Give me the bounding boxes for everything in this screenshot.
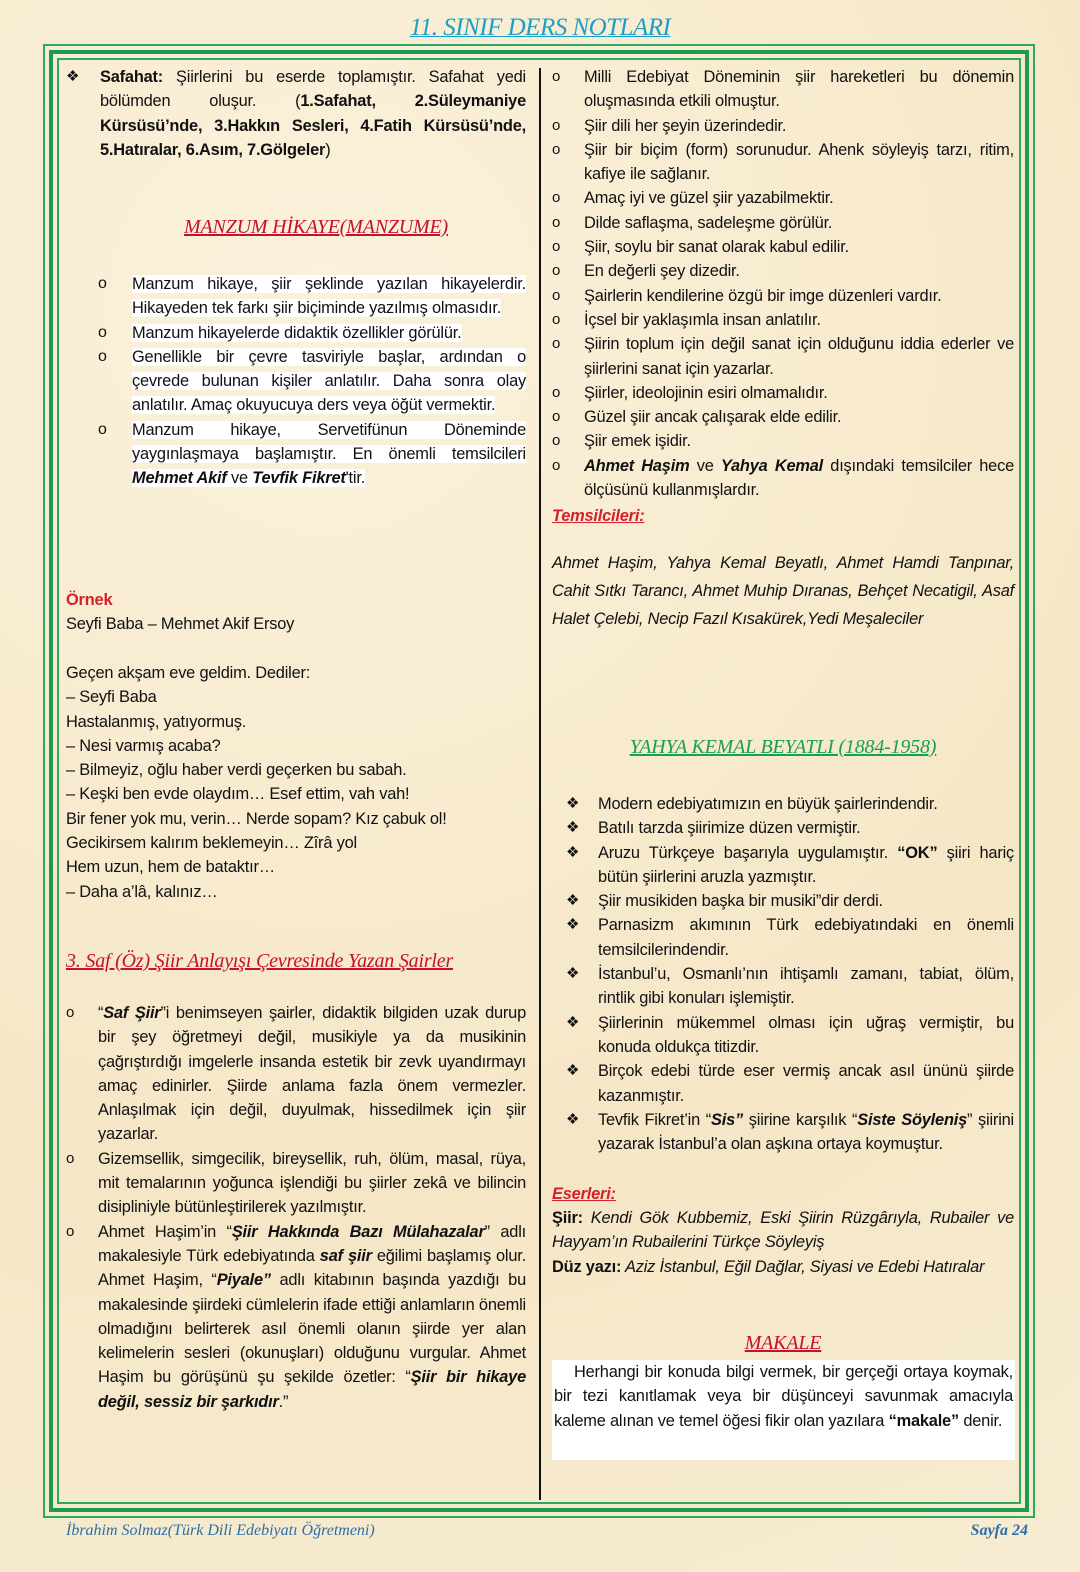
yahya-kemal-list	[552, 792, 1014, 1156]
footer-page-number: Sayfa 24	[970, 1522, 1028, 1539]
list-item	[66, 321, 526, 345]
makale-heading: MAKALE	[744, 1332, 822, 1354]
circle-bullet-icon: o	[552, 383, 561, 401]
list-item	[66, 345, 526, 418]
list-item	[552, 114, 1014, 138]
poem-line: Geçen akşam eve geldim. Dediler:	[66, 664, 311, 682]
poem	[66, 661, 526, 904]
list-item	[552, 962, 1014, 1011]
text-run: Dilde saflaşma, sadeleşme görülür.	[584, 213, 833, 232]
safahat-bullet	[66, 65, 526, 162]
example-title: Seyfi Baba – Mehmet Akif Ersoy	[66, 615, 295, 633]
text-run: Gizemsellik, simgecilik, bireysellik, ruh, ölüm, masal, rüya, mit temalarının yoğunca işlendiği bu şiirler zekâ ve bilincin disipliniyle bütünleştirilerek yazılmıştır.	[98, 1149, 526, 1217]
text-run: Tevfik Fikret’in “	[598, 1110, 712, 1129]
list-item	[552, 235, 1014, 259]
text-run: )	[325, 140, 331, 159]
diamond-bullet-icon: ❖	[566, 819, 580, 837]
circle-bullet-icon: o	[552, 116, 561, 134]
text-run: şiiri hariç bütün şiirlerini aruzla yazmıştır.	[598, 843, 1015, 886]
text-run: Ahmet Haşim’in “	[98, 1222, 232, 1241]
footer-author: İbrahim Solmaz(Türk Dili Edebiyatı Öğretmeni)	[66, 1522, 375, 1539]
text-run: Şiirin toplum için değil sanat için olduğunu iddia ederler ve şiirlerini sanat için yazarlar.	[584, 335, 1014, 378]
diamond-bullet-icon: ❖	[566, 1110, 580, 1128]
circle-bullet-icon: o	[98, 420, 107, 438]
list-item	[552, 259, 1014, 283]
diamond-bullet-icon: ❖	[566, 892, 580, 910]
text-run: Manzum hikaye, Servetifünun Döneminde yaygınlaşmaya başlamıştır. En önemli temsilcileri	[132, 420, 526, 464]
diamond-bullet-icon: ❖	[566, 1013, 580, 1031]
text-run: ve	[226, 469, 253, 488]
works-label: Eserleri:	[552, 1185, 616, 1203]
text-run: Manzum hikaye, şiir şeklinde yazılan hikayelerdir. Hikayeden tek farkı şiir biçiminde yazılmış olmasıdır.	[132, 275, 526, 318]
text-run: Güzel şiir ancak çalışarak elde edilir.	[584, 408, 842, 427]
text-run: Sis”	[711, 1110, 744, 1129]
text-run: Piyale”	[216, 1271, 271, 1290]
text-run: Amaç iyi ve güzel şiir yazabilmektir.	[584, 189, 834, 208]
circle-bullet-icon: o	[552, 286, 561, 304]
representatives-text: Ahmet Haşim, Yahya Kemal Beyatlı, Ahmet Hamdi Tanpınar, Cahit Sıtkı Tarancı, Ahmet Muhip Dıranas, Behçet Necatigil, Asaf Halet Çelebi, Necip Fazıl Kısakürek,Yedi Meşaleciler	[552, 554, 1014, 628]
poem-line: – Nesi varmış acaba?	[66, 736, 221, 755]
diamond-bullet-icon: ❖	[566, 843, 580, 861]
text-run: adlı kitabının başında yazdığı bu makalesinde şiirdeki cümlelerin ifade ettiği anlamların önemli olmadığını belirterek asıl önemli olanın şiirde yer alan kelimelerin sesleri (okunuşları) olduğunu vurgular. Ahmet Haşim bu görüşünü şu şekilde özetler: “	[98, 1271, 526, 1387]
text-run: ” şiirini yazarak İstanbul’a olan aşkına ortaya koymuştur.	[598, 1110, 1014, 1154]
circle-bullet-icon: o	[66, 1004, 75, 1021]
circle-bullet-icon: o	[552, 432, 561, 450]
text-run: Şiir:	[552, 1209, 583, 1227]
list-item	[66, 1001, 526, 1147]
text-run: Aruzu Türkçeye başarıyla uygulamıştır.	[598, 843, 898, 862]
poem-line: – Daha a’lâ, kalınız…	[66, 882, 218, 901]
works-list	[552, 1206, 1014, 1279]
text-run: En değerli şey dizedir.	[584, 262, 740, 281]
saf-siir-list	[66, 1001, 526, 1414]
list-item	[66, 418, 526, 491]
list-item	[552, 889, 1014, 913]
poem-line: – Keşki ben evde olaydım… Esef ettim, vah vah!	[66, 785, 410, 804]
circle-bullet-icon: o	[552, 262, 561, 280]
list-item	[552, 1108, 1014, 1157]
circle-bullet-icon: o	[552, 213, 561, 231]
list-item	[552, 405, 1014, 429]
list-item	[552, 1206, 1014, 1255]
text-run: Şiir bir biçim (form) sorunudur. Ahenk söyleyiş tarzı, ritim, kafiye ile sağlanır.	[584, 140, 1014, 184]
circle-bullet-icon: o	[552, 238, 561, 256]
circle-bullet-icon: o	[552, 335, 561, 353]
list-item	[552, 211, 1014, 235]
poem-line: Hastalanmış, yatıyormuş.	[66, 712, 247, 731]
column-divider	[539, 68, 541, 1500]
text-run: Genellikle bir çevre tasviriyle başlar, ardından o çevrede bulunan kişiler anlatılır. Daha sonra olay anlatılır. Amaç okuyucuya ders veya öğüt vermektir.	[132, 347, 526, 415]
list-item	[552, 1255, 1014, 1279]
list-item	[552, 792, 1014, 816]
list-item	[552, 1011, 1014, 1060]
text-run: Modern edebiyatımızın en büyük şairlerindendir.	[598, 795, 938, 813]
diamond-bullet-icon: ❖	[66, 68, 80, 85]
text-run: şiirine karşılık “	[743, 1110, 858, 1129]
makale-paragraph	[552, 1360, 1015, 1460]
text-run: Herhangi bir konuda bilgi vermek, bir gerçeği ortaya koymak, bir tezi kanıtlamak veya bir düşünceyi savunmak amacıyla kaleme alınan ve temel öğesi fikir olan yazılara	[554, 1363, 1013, 1430]
text-run: ”i benimseyen şairler, didaktik bilgiden uzak durup bir şey öğretmeyi değil, musikiyle ya da musikinin çağrıştırdığı imgelerle insanda estetik bir zevk uyandırmayı amaç edinirler. Şiirde anlama fazla önem vermezler. Anlaşılmak için değil, duyulmak, hissedilmek için şiir yazarlar.	[98, 1004, 526, 1144]
text-run: Şiirlerinin mükemmel olması için uğraş vermiştir, bu konuda oldukça titizdir.	[598, 1013, 1014, 1056]
circle-bullet-icon: o	[66, 1222, 75, 1240]
text-run: Şiirlerini bu eserde toplamıştır. Safahat yedi bölümden oluşur. (	[100, 68, 526, 111]
diamond-bullet-icon: ❖	[566, 795, 580, 812]
circle-bullet-icon: o	[98, 323, 107, 341]
text-run: Kendi Gök Kubbemiz, Eski Şiirin Rüzgârıyla, Rubailer ve Hayyam’ın Rubailerini Türkçe Söyleyiş	[552, 1209, 1014, 1252]
example-label: Örnek	[66, 591, 113, 609]
text-run: Şairlerin kendilerine özgü bir imge düzenleri vardır.	[584, 286, 942, 305]
text-run: İstanbul’u, Osmanlı’nın ihtişamlı zamanı, tabiat, ölüm, rintlik gibi konuları işlemiştir.	[598, 965, 1014, 1008]
text-run: Şiir emek işidir.	[584, 432, 691, 451]
list-item	[552, 308, 1014, 332]
representatives-label: Temsilcileri:	[552, 507, 645, 525]
text-run: “OK”	[897, 843, 938, 862]
text-run: Siste Söyleniş	[857, 1110, 968, 1129]
text-run: dışındaki temsilciler hece ölçüsünü kullanmışlardır.	[584, 456, 1015, 500]
circle-bullet-icon: o	[552, 408, 561, 426]
circle-bullet-icon: o	[98, 275, 107, 292]
list-item	[552, 65, 1014, 114]
diamond-bullet-icon: ❖	[566, 1062, 580, 1080]
poem-line: Bir fener yok mu, verin… Nerde sopam? Kız çabuk ol!	[66, 809, 447, 828]
text-run: .”	[278, 1392, 289, 1411]
text-run: Aziz İstanbul, Eğil Dağlar, Siyasi ve Edebi Hatıralar	[621, 1257, 985, 1276]
text-run: Şiir Hakkında Bazı Mülahazalar	[231, 1222, 485, 1241]
text-run: Şiir dili her şeyin üzerindedir.	[584, 116, 787, 135]
manzum-list	[66, 272, 526, 491]
text-run: “	[98, 1004, 104, 1022]
text-run: Düz yazı:	[552, 1257, 622, 1276]
text-run: Şiir musikiden başka bir musiki”dir derdi.	[598, 892, 883, 911]
list-item	[552, 454, 1014, 503]
list-item	[552, 1059, 1014, 1108]
text-run: saf şiir	[319, 1246, 372, 1265]
list-item	[552, 332, 1014, 381]
text-run: İçsel bir yaklaşımla insan anlatılır.	[584, 310, 821, 329]
list-item	[66, 272, 526, 321]
text-run: Şiir, soylu bir sanat olarak kabul edilir.	[584, 238, 849, 257]
text-run: 1.Safahat, 2.Süleymaniye Kürsüsü’nde, 3.Hakkın Sesleri, 4.Fatih Kürsüsü’nde, 5.Hatıralar, 6.Asım, 7.Gölgeler	[100, 92, 527, 159]
text-run: Batılı tarzda şiirimize düzen vermiştir.	[598, 819, 861, 838]
text-run: Yahya Kemal	[720, 456, 824, 475]
diamond-bullet-icon: ❖	[566, 965, 580, 983]
text-run: Safahat:	[100, 68, 164, 86]
poem-line: Gecikirsem kalırım beklemeyin… Zîrâ yol	[66, 834, 357, 853]
circle-bullet-icon: o	[66, 1149, 75, 1167]
manzum-heading: MANZUM HİKAYE(MANZUME)	[184, 216, 448, 238]
list-item	[552, 913, 1014, 962]
circle-bullet-icon: o	[552, 189, 561, 207]
text-run: ve	[689, 456, 721, 475]
page-title: 11. SINIF DERS NOTLARI	[409, 14, 671, 41]
list-item	[552, 186, 1014, 210]
text-run: Şiirler, ideolojinin esiri olmamalıdır.	[584, 383, 828, 402]
text-run: Mehmet Akif	[132, 469, 227, 488]
circle-bullet-icon: o	[552, 140, 561, 158]
yahya-kemal-heading: YAHYA KEMAL BEYATLI (1884-1958)	[629, 736, 937, 758]
saf-siir-features-list	[552, 65, 1014, 502]
list-item	[552, 381, 1014, 405]
text-run: ” adlı makalesiyle Türk edebiyatında	[98, 1222, 526, 1265]
list-item	[552, 138, 1014, 187]
circle-bullet-icon: o	[552, 310, 561, 328]
list-item	[552, 816, 1014, 840]
poem-line: – Seyfi Baba	[66, 688, 157, 707]
list-item	[552, 429, 1014, 453]
circle-bullet-icon: o	[552, 456, 561, 474]
text-run: “makale”	[888, 1411, 959, 1430]
text-run: Saf Şiir	[103, 1004, 161, 1022]
poem-line: – Bilmeyiz, oğlu haber verdi geçerken bu sabah.	[66, 761, 407, 780]
poem-line: Hem uzun, hem de bataktır…	[66, 858, 275, 877]
list-item	[552, 841, 1014, 890]
saf-siir-heading: 3. Saf (Öz) Şiir Anlayışı Çevresinde Yazan Şairler	[66, 950, 454, 972]
text-run: Manzum hikayelerde didaktik özellikler görülür.	[132, 323, 462, 342]
left-column	[66, 65, 527, 1411]
text-run: denir.	[958, 1411, 1003, 1430]
text-run: Şiir bir hikaye değil, sessiz bir şarkıdır	[98, 1368, 526, 1411]
text-run: Tevfik Fikret	[252, 469, 346, 488]
text-run: Ahmet Haşim	[584, 456, 690, 475]
list-item	[552, 284, 1014, 308]
circle-bullet-icon: o	[552, 68, 561, 85]
list-item	[66, 1220, 526, 1414]
text-run: Milli Edebiyat Döneminin şiir hareketleri bu dönemin oluşmasında etkili olmuştur.	[584, 68, 1014, 111]
circle-bullet-icon: o	[98, 347, 107, 365]
text-run: Parnasizm akımının Türk edebiyatındaki en önemli temsilcilerindendir.	[598, 916, 1014, 959]
diamond-bullet-icon: ❖	[566, 916, 580, 934]
list-item	[66, 1147, 526, 1220]
text-run: eğilimi başlamış olur. Ahmet Haşim, “	[98, 1246, 526, 1290]
text-run: 'tir.	[345, 469, 366, 488]
text-run: Birçok edebi türde eser vermiş ancak asıl ününü şiirde kazanmıştır.	[598, 1062, 1014, 1105]
